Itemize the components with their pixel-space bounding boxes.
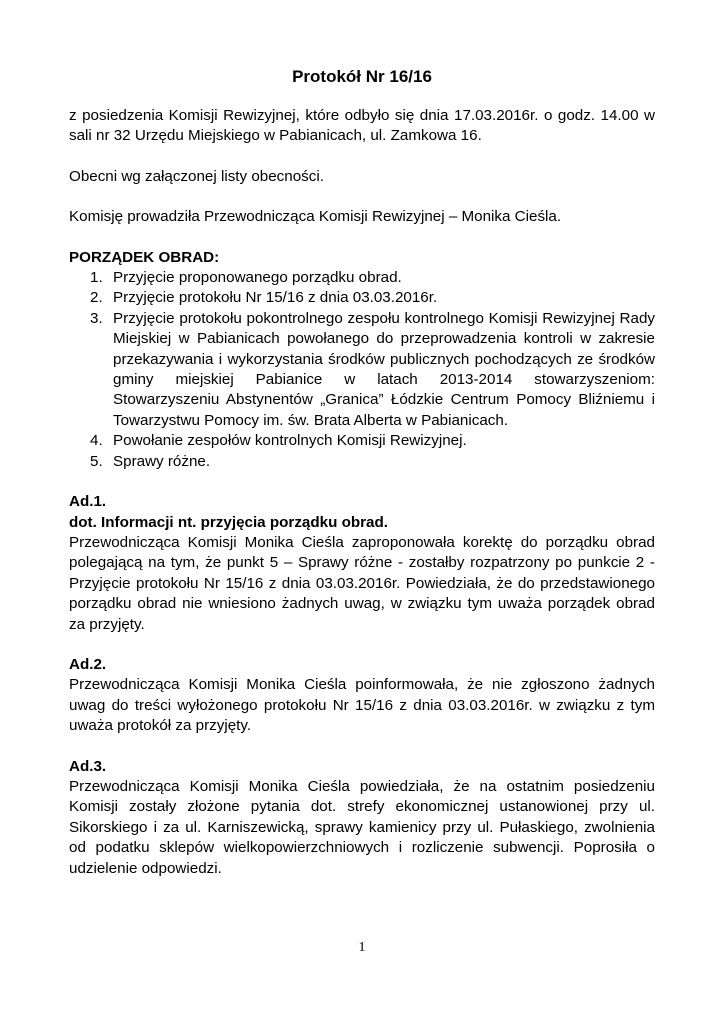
agenda-item — [69, 431, 655, 451]
section-heading-ad2: Ad.2. — [69, 655, 107, 673]
section-heading-ad1: Ad.1. — [69, 493, 107, 511]
agenda-item — [69, 452, 655, 472]
section-text-ad2: Przewodnicząca Komisji Monika Cieśla poinformowała, że nie zgłoszono żadnych uwag do treści wyłożonego protokołu Nr 15/16 z dnia 03.03.2016r. w związku z tym uważa protokół za przyjęty. — [69, 676, 655, 735]
section-text-ad1: Przewodnicząca Komisji Monika Cieśla zaproponowała korektę do porządku obrad polegającą na tym, że punkt 5 – Sprawy różne - zostałby rozpatrzony po punkcie 2 - Przyjęcie protokołu Nr 15/16 z dnia 03.03.2016r. Powiedziała, że do przedstawionego porządku obrad nie wniesiono żadnych uwag, w związku tym uważa porządek obrad za przyjęty. — [69, 533, 655, 633]
agenda-item-text: Sprawy różne. — [113, 452, 211, 470]
agenda-item-text: Przyjęcie proponowanego porządku obrad. — [113, 269, 402, 287]
agenda-item-text: Powołanie zespołów kontrolnych Komisji Rewizyjnej. — [113, 432, 467, 450]
agenda-item-number: 2. — [90, 289, 103, 307]
agenda-item — [69, 309, 655, 431]
agenda-item — [69, 288, 655, 308]
agenda-item — [69, 268, 655, 288]
agenda-heading: PORZĄDEK OBRAD: — [69, 248, 220, 266]
agenda-item-number: 3. — [90, 309, 103, 327]
page-number: 1 — [358, 940, 366, 955]
section-heading-ad3: Ad.3. — [69, 757, 107, 775]
chair-paragraph: Komisję prowadziła Przewodnicząca Komisji Rewizyjnej – Monika Cieśla. — [69, 208, 562, 226]
agenda-item-text: Przyjęcie protokołu Nr 15/16 z dnia 03.03.2016r. — [113, 289, 438, 307]
attendance-paragraph: Obecni wg załączonej listy obecności. — [69, 167, 324, 185]
agenda-item-number: 5. — [90, 452, 103, 470]
agenda-item-text: Przyjęcie protokołu pokontrolnego zespołu kontrolnego Komisji Rewizyjnej Rady Miejskiej w Pabianicach powołanego do przeprowadzenia kontroli w zakresie przekazywania i wykorzystania środków publicznych pochodzących ze środków gminy miejskiej Pabianice w latach 2013-2014 stowarzyszeniom: Stowarzyszeniu Abstynentów „Granica” Łódzkie Centrum Pomocy Bliźniemu i Towarzystwu Pomocy im. św. Brata Alberta w Pabianicach. — [113, 309, 655, 429]
page-title: Protokół Nr 16/16 — [292, 67, 432, 86]
document-body — [69, 66, 655, 879]
agenda-list — [69, 268, 655, 472]
section-subheading-ad1: dot. Informacji nt. przyjęcia porządku obrad. — [69, 513, 388, 531]
agenda-item-number: 4. — [90, 432, 103, 450]
agenda-item-number: 1. — [90, 269, 103, 287]
section-text-ad3: Przewodnicząca Komisji Monika Cieśla powiedziała, że na ostatnim posiedzeniu Komisji zostały złożone pytania dot. strefy ekonomicznej ustanowionej przy ul. Sikorskiego i za ul. Karniszewicką, sprawy kamienicy przy ul. Pułaskiego, zwolnienia od podatku sklepów wielkopowierzchniowych i rozliczenie subwencji. Poprosiła o udzielenie odpowiedzi. — [69, 777, 655, 877]
intro-paragraph: z posiedzenia Komisji Rewizyjnej, które odbyło się dnia 17.03.2016r. o godz. 14.00 w sali nr 32 Urzędu Miejskiego w Pabianicach, ul. Zamkowa 16. — [69, 107, 655, 145]
